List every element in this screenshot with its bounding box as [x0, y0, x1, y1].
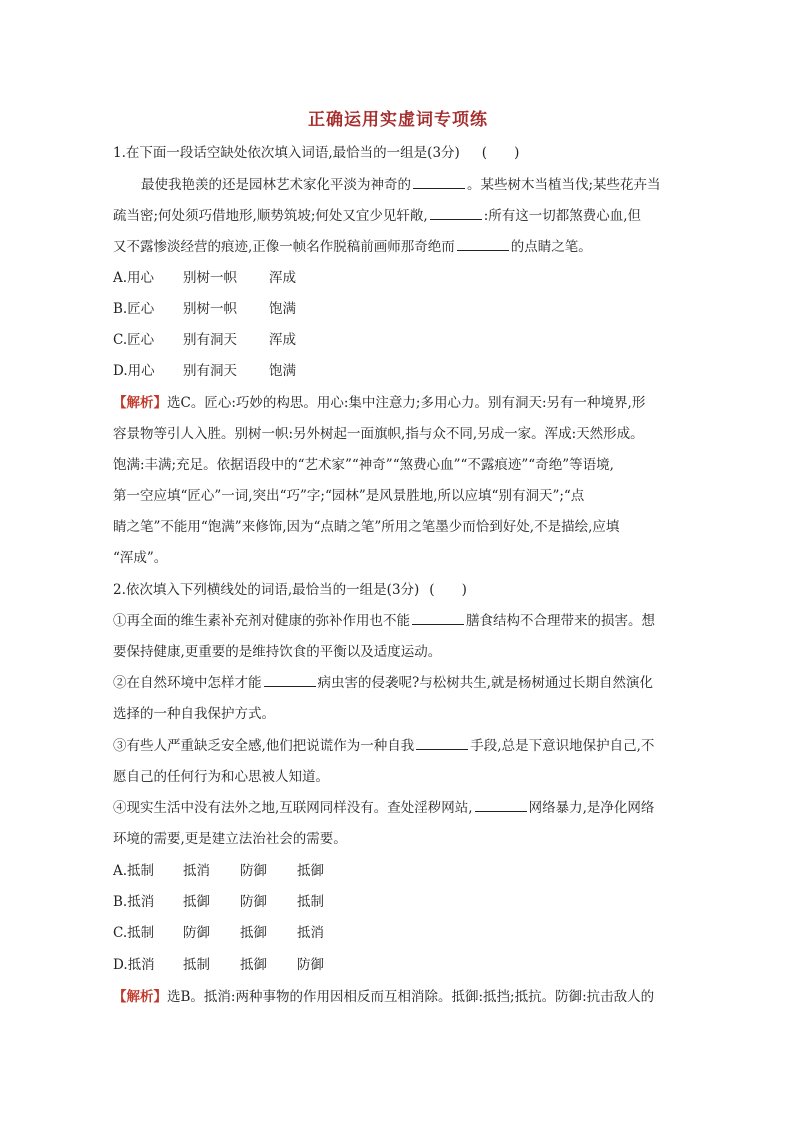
- q2-item-4-line-2: 环境的需要,更是建立法治社会的需要。: [113, 831, 347, 847]
- q1-stem: 1.在下面一段话空缺处依次填入词语,最恰当的一组是(3分) ( ): [113, 145, 520, 161]
- page-title: 正确运用实虚词专项练: [308, 110, 488, 130]
- q2-item-3-line-1: ③有些人严重缺乏安全感,他们把说谎作为一种自我 手段,总是下意识地保护自己,不: [113, 738, 655, 754]
- q1-option-d: D.用心 别有洞天 饱满: [113, 363, 296, 379]
- q1-option-a: A.用心 别树一帜 浑成: [113, 270, 296, 286]
- answer-blank: [457, 238, 509, 251]
- q1-analysis-line-2: 容景物等引人入胜。别树一帜:另外树起一面旗帜,指与众不同,另成一家。浑成:天然形成。: [113, 426, 644, 442]
- q2-item-4-line-1: ④现实生活中没有法外之地,互联网同样没有。查处淫秽网站, 网络暴力,是净化网络: [113, 800, 655, 816]
- q1-analysis-line-1: 【解析】选C。匠心:巧妙的构思。用心:集中注意力;多用心力。别有洞天:另有一种境界,形: [113, 395, 646, 411]
- q2-item-2-line-1: ②在自然环境中怎样才能 病虫害的侵袭呢?与松树共生,就是杨树通过长期自然演化: [113, 675, 654, 691]
- q2-item-3-line-2: 愿自己的任何行为和心思被人知道。: [113, 769, 329, 785]
- q1-analysis-line-5: 睛之笔”不能用“饱满”来修饰,因为“点睛之笔”所用之笔墨少而恰到好处,不是描绘,应填: [113, 519, 620, 535]
- q1-passage-line-3: 又不露惨淡经营的痕迹,正像一帧名作脱稿前画师那奇绝而 的点睛之笔。: [113, 239, 592, 255]
- answer-blank: [430, 207, 482, 220]
- q1-analysis-line-3: 饱满:丰满;充足。依据语段中的“艺术家”“神奇”“煞费心血”“不露痕迹”“奇绝”等语境,: [113, 457, 614, 473]
- analysis-tag: 【解析】: [113, 395, 167, 411]
- q1-passage-line-1: 最使我艳羡的还是园林艺术家化平淡为神奇的 。某些树木当植当伐;某些花卉当: [141, 177, 661, 193]
- q1-analysis-line-6: “浑成”。: [113, 550, 168, 566]
- answer-blank: [264, 674, 316, 687]
- q2-option-a: A.抵制 抵消 防御 抵御: [113, 863, 324, 879]
- q1-passage-line-2: 疏当密;何处须巧借地形,顺势筑坡;何处又宜少见轩敞, :所有这一切都煞费心血,但: [113, 208, 642, 224]
- q1-option-c: C.匠心 别有洞天 浑成: [113, 332, 296, 348]
- q1-option-b: B.匠心 别树一帜 饱满: [113, 301, 296, 317]
- answer-blank: [412, 612, 464, 625]
- answer-blank: [413, 176, 465, 189]
- q2-item-1-line-1: ①再全面的维生素补充剂对健康的弥补作用也不能 膳食结构不合理带来的损害。想: [113, 613, 655, 629]
- q2-option-c: C.抵制 防御 抵御 抵消: [113, 925, 324, 941]
- q2-analysis-line-1: 【解析】选B。抵消:两种事物的作用因相反而互相消除。抵御:抵挡;抵抗。防御:抗击敌人的: [113, 989, 655, 1005]
- q2-stem: 2.依次填入下列横线处的词语,最恰当的一组是(3分) ( ): [113, 582, 467, 598]
- q2-option-b: B.抵消 抵御 防御 抵制: [113, 894, 324, 910]
- answer-blank: [416, 737, 468, 750]
- analysis-tag: 【解析】: [113, 989, 167, 1005]
- q2-option-d: D.抵消 抵制 抵御 防御: [113, 957, 324, 973]
- answer-blank: [475, 799, 527, 812]
- q1-analysis-line-4: 第一空应填“匠心”一词,突出“巧”字;“园林”是风景胜地,所以应填“别有洞天”;“点: [113, 488, 585, 504]
- q2-item-1-line-2: 要保持健康,更重要的是维持饮食的平衡以及适度运动。: [113, 644, 442, 660]
- q2-item-2-line-2: 选择的一种自我保护方式。: [113, 706, 275, 722]
